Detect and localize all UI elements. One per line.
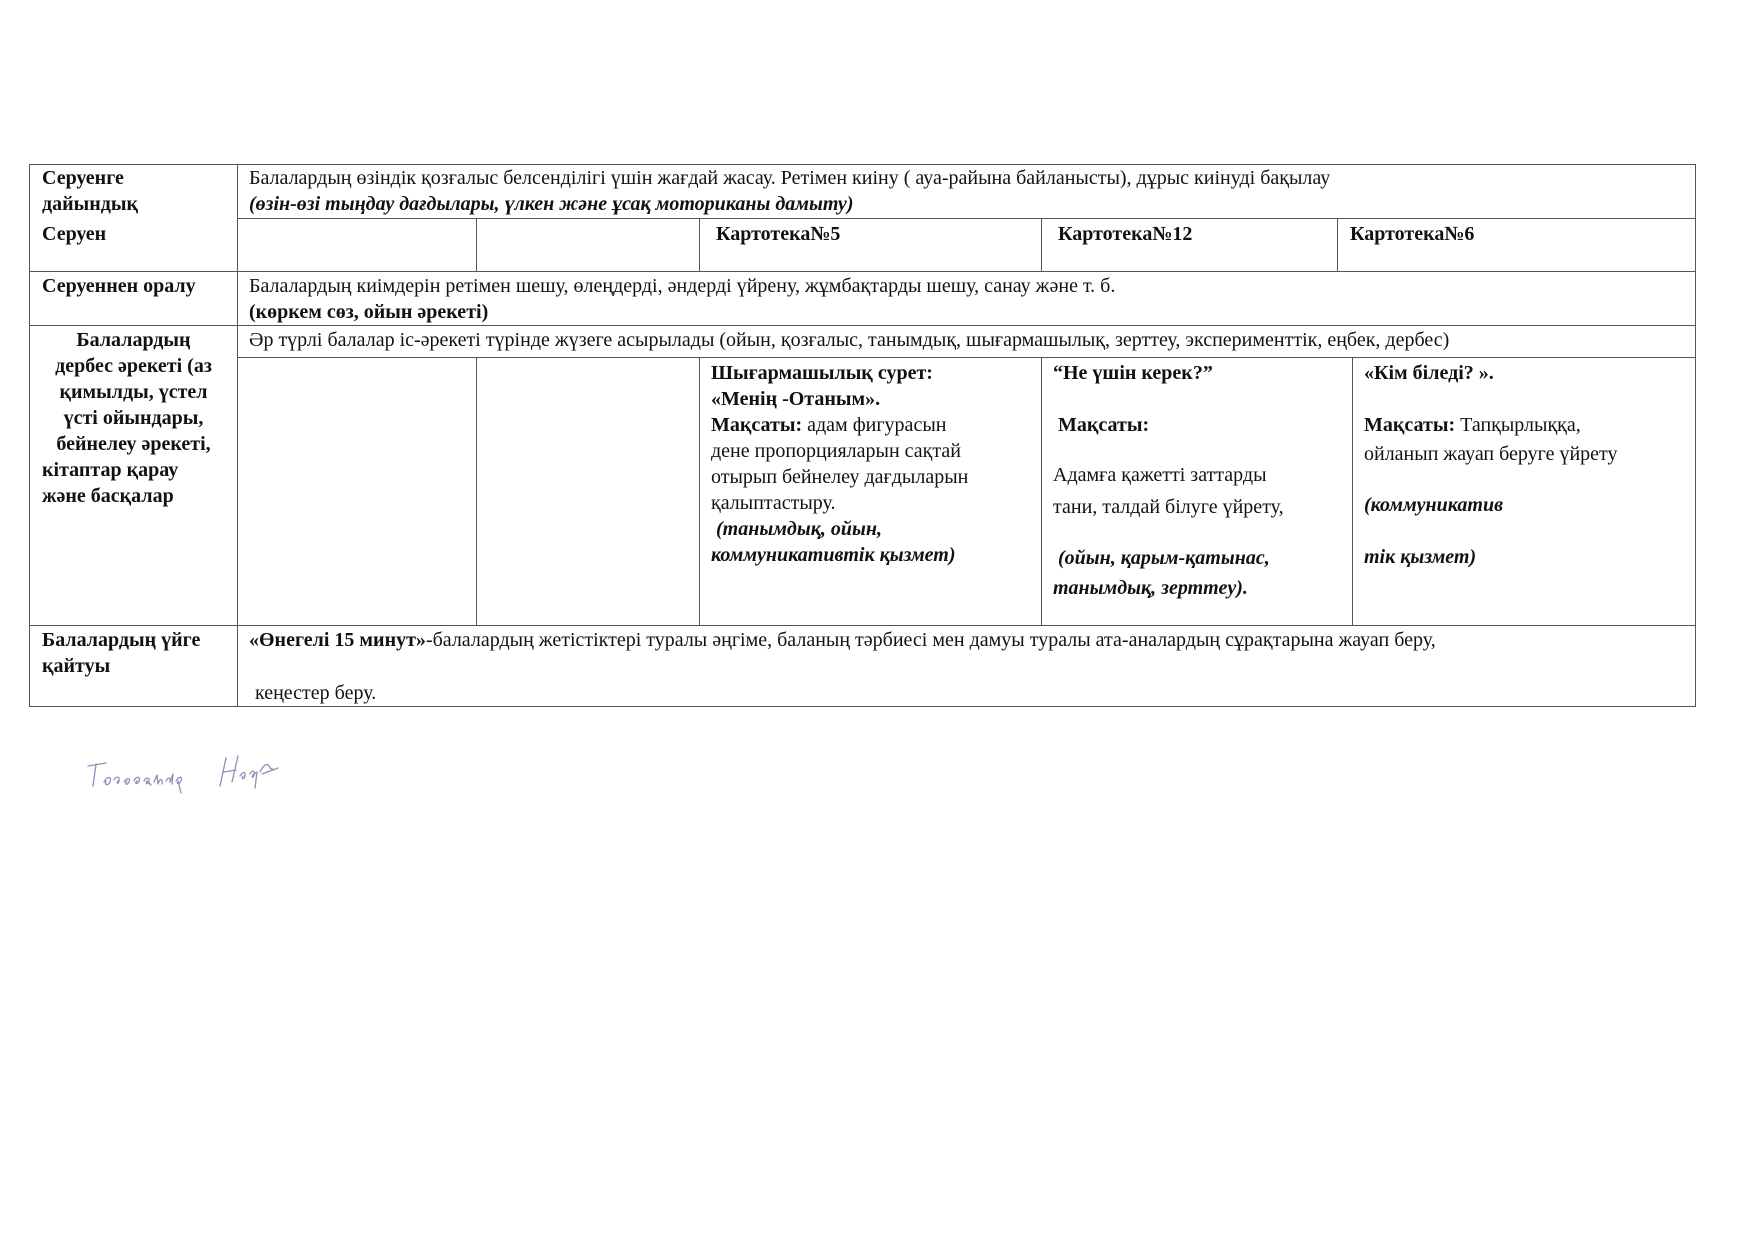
row-return-label: Серуеннен оралу <box>42 275 196 297</box>
row-return-text: Балалардың киімдерін ретімен шешу, өлеңдерді, әндерді үйрену, жұмбақтарды шешу, санау және т. б. <box>249 275 1116 297</box>
row-prep-note: (өзін-өзі тыңдау дағдылары, үлкен және ұсақ моториканы дамыту) <box>249 193 854 215</box>
row-walk-label: Серуен <box>42 223 107 245</box>
row-prep-label-1: Серуенге <box>42 167 124 189</box>
col4-note-2: танымдық, зерттеу). <box>1053 577 1248 599</box>
col5-note-1: (коммуникатив <box>1364 494 1504 516</box>
row-home-text2: кеңестер беру. <box>255 682 377 704</box>
col3-goal-3: отырып бейнелеу дағдыларын <box>711 466 969 488</box>
col5-title: «Кім біледі? ». <box>1364 362 1494 384</box>
signature-handwriting <box>84 752 294 812</box>
col3-goal-label: Мақсаты: <box>711 414 803 436</box>
row-home-bold: «Өнегелі 15 минут» <box>249 629 426 651</box>
indep-label-7: және басқалар <box>42 485 174 507</box>
col4-goal-1: Адамға қажетті заттарды <box>1053 464 1267 486</box>
indep-label-4: үсті ойындары, <box>63 407 204 429</box>
col3-goal-4: қалыптастыру. <box>711 492 836 514</box>
col3-goal-1: адам фигурасын <box>807 414 947 436</box>
col3-note-1: (танымдық, ойын, <box>711 518 882 540</box>
indep-label-5: бейнелеу әрекеті, <box>56 433 211 455</box>
col3-note-2: коммуникативтік қызмет) <box>711 544 956 566</box>
walk-card-1: Картотека№5 <box>716 223 841 245</box>
row-home-text: -балалардың жетістіктері туралы әңгіме, баланың тәрбиесі мен дамуы туралы ата-аналардың сұрақтарына жауап беру, <box>425 629 1436 651</box>
indep-label-3: қимылды, үстел <box>59 381 208 403</box>
col5-goal-label: Мақсаты: <box>1364 414 1456 436</box>
row-home-label-2: қайтуы <box>42 655 111 677</box>
col4-note-1: (ойын, қарым-қатынас, <box>1053 547 1270 569</box>
col4-goal-2: тани, талдай білуге үйрету, <box>1053 496 1284 518</box>
indep-label-1: Балалардың <box>76 329 191 351</box>
col3-title-1: Шығармашылық сурет: <box>711 362 933 384</box>
col4-goal-label: Мақсаты: <box>1053 414 1150 436</box>
walk-card-2: Картотека№12 <box>1058 223 1193 245</box>
row-return-note: (көркем сөз, ойын әрекеті) <box>249 301 489 323</box>
col5-note-2: тік қызмет) <box>1364 546 1477 568</box>
walk-card-3: Картотека№6 <box>1350 223 1475 245</box>
indep-label-2: дербес әрекеті (аз <box>55 355 212 377</box>
col5-goal-2: ойланып жауап беруге үйрету <box>1364 443 1618 465</box>
indep-label-6: кітаптар қарау <box>42 459 179 481</box>
row-prep-text: Балалардың өзіндік қозғалыс белсенділігі үшін жағдай жасау. Ретімен киіну ( ауа-райына байланысты), дұрыс киінуді бақылау <box>249 167 1331 189</box>
row-independent-text: Әр түрлі балалар іс-әрекеті түрінде жүзеге асырылады (ойын, қозғалыс, танымдық, шығармашылық, зерттеу, эксперименттік, еңбек, дербес) <box>249 329 1450 351</box>
col4-title: “Не үшін керек?” <box>1053 362 1213 384</box>
col3-title-2: «Менің -Отаным». <box>711 388 881 410</box>
row-home-label-1: Балалардың үйге <box>42 629 201 651</box>
col5-goal-1: Тапқырлыққа, <box>1460 414 1581 436</box>
row-prep-label-2: дайындық <box>42 193 139 215</box>
col3-goal-2: дене пропорцияларын сақтай <box>711 440 961 462</box>
